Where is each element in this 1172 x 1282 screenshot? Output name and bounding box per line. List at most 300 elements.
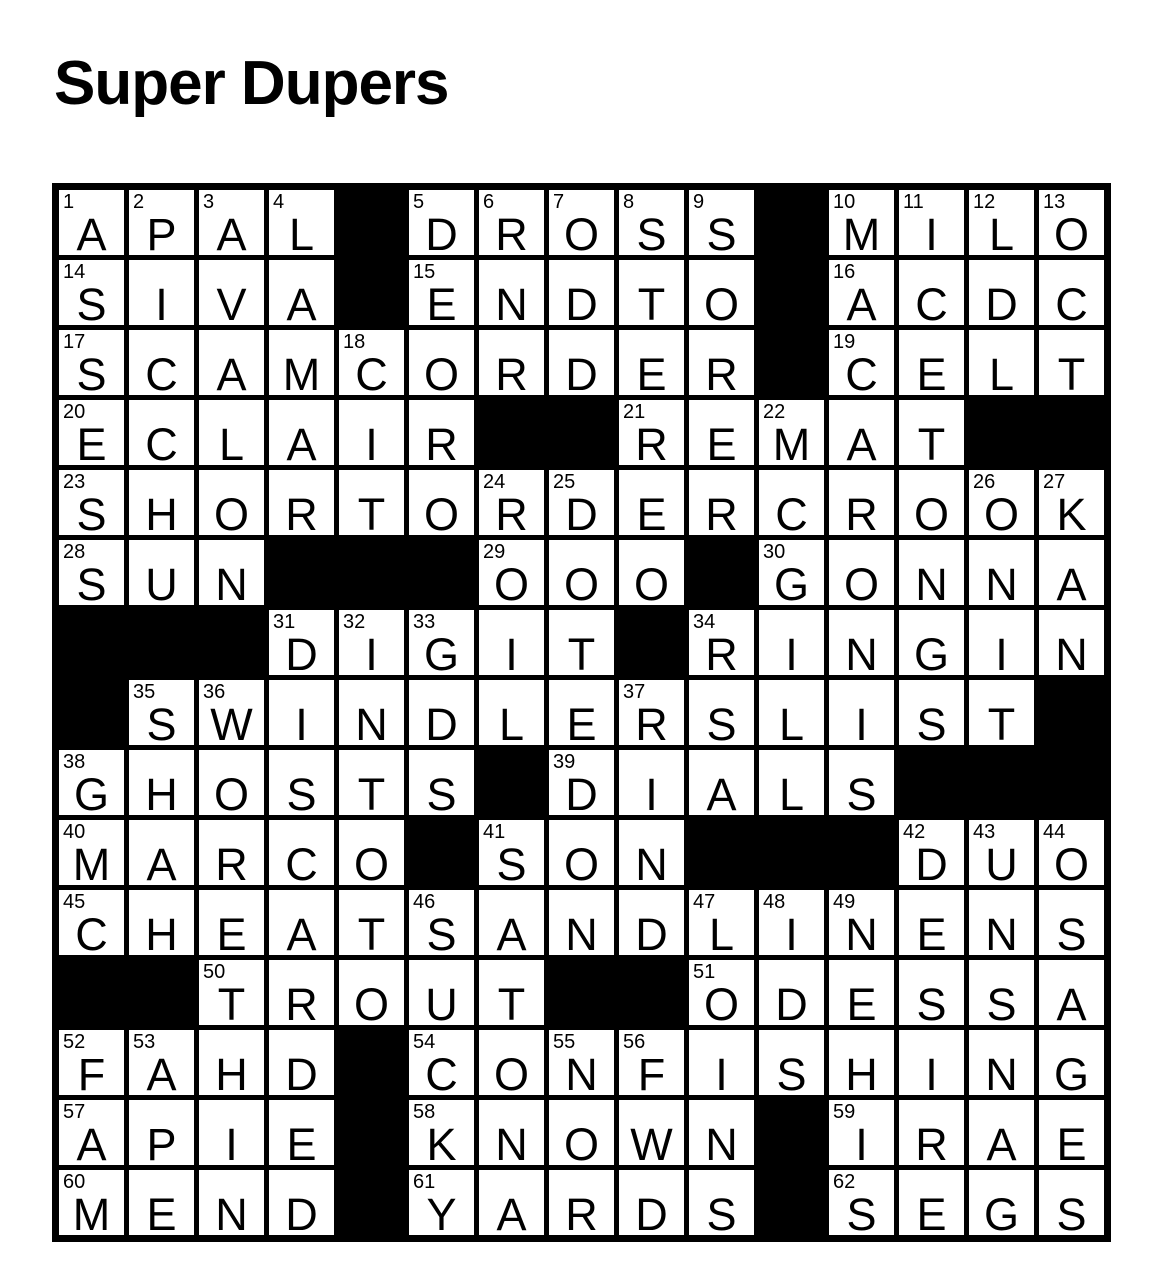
cell-letter: I — [785, 909, 798, 960]
grid-cell[interactable] — [619, 750, 684, 820]
grid-cell[interactable] — [1039, 540, 1104, 610]
cell-letter: E — [216, 909, 247, 960]
cell-letter: S — [916, 699, 947, 750]
grid-cell[interactable] — [829, 750, 894, 820]
cell-number: 15 — [413, 261, 436, 283]
grid-cell[interactable] — [969, 540, 1034, 610]
grid-cell[interactable] — [129, 330, 194, 400]
cell-letter: S — [706, 699, 737, 750]
black-cell — [969, 750, 1034, 815]
grid-cell[interactable] — [549, 1030, 614, 1100]
cell-letter: S — [916, 979, 947, 1030]
grid-cell[interactable] — [759, 400, 824, 470]
grid-cell[interactable] — [549, 260, 614, 330]
grid-cell[interactable] — [269, 890, 334, 960]
cell-letter: R — [565, 1189, 598, 1240]
grid-cell[interactable] — [479, 190, 544, 260]
cell-letter: R — [285, 489, 318, 540]
black-cell — [409, 540, 474, 605]
cell-letter: C — [145, 349, 178, 400]
grid-cell[interactable] — [619, 260, 684, 330]
cell-number: 18 — [343, 331, 366, 353]
cell-letter: G — [913, 629, 949, 680]
cell-letter: S — [986, 979, 1017, 1030]
black-cell — [339, 1030, 404, 1095]
cell-number: 24 — [483, 471, 506, 493]
grid-cell[interactable] — [199, 750, 264, 820]
grid-cell[interactable] — [969, 820, 1034, 890]
grid-cell[interactable] — [59, 330, 124, 400]
cell-letter: I — [855, 1119, 868, 1170]
grid-cell[interactable] — [899, 890, 964, 960]
grid-cell[interactable] — [409, 190, 474, 260]
grid-cell[interactable] — [269, 330, 334, 400]
grid-cell[interactable] — [549, 190, 614, 260]
cell-letter: N — [565, 1049, 598, 1100]
grid-cell[interactable] — [269, 260, 334, 330]
grid-cell[interactable] — [689, 1100, 754, 1170]
cell-letter: E — [426, 279, 457, 330]
grid-cell[interactable] — [339, 610, 404, 680]
black-cell — [339, 540, 404, 605]
grid-cell[interactable] — [689, 1170, 754, 1240]
grid-cell[interactable] — [829, 1100, 894, 1170]
cell-letter: O — [493, 1049, 529, 1100]
cell-letter: I — [715, 1049, 728, 1100]
cell-letter: W — [210, 699, 253, 750]
grid-cell[interactable] — [409, 960, 474, 1030]
grid-cell[interactable] — [829, 1170, 894, 1240]
grid-cell[interactable] — [269, 470, 334, 540]
grid-cell[interactable] — [759, 540, 824, 610]
cell-letter: S — [706, 209, 737, 260]
grid-cell[interactable] — [409, 890, 474, 960]
grid-cell[interactable] — [829, 470, 894, 540]
cell-letter: M — [772, 419, 811, 470]
grid-cell[interactable] — [759, 960, 824, 1030]
cell-letter: S — [146, 699, 177, 750]
cell-letter: M — [282, 349, 321, 400]
grid-cell[interactable] — [899, 470, 964, 540]
grid-cell[interactable] — [269, 190, 334, 260]
grid-cell[interactable] — [199, 260, 264, 330]
cell-letter: L — [778, 769, 805, 820]
cell-letter: R — [635, 699, 668, 750]
grid-cell[interactable] — [969, 330, 1034, 400]
cell-number: 31 — [273, 611, 296, 633]
grid-cell[interactable] — [619, 470, 684, 540]
grid-cell[interactable] — [59, 890, 124, 960]
grid-cell[interactable] — [759, 610, 824, 680]
grid-cell[interactable] — [199, 330, 264, 400]
grid-cell[interactable] — [549, 680, 614, 750]
grid-cell[interactable] — [759, 890, 824, 960]
cell-letter: P — [146, 1119, 177, 1170]
grid-cell[interactable] — [689, 610, 754, 680]
black-cell — [549, 400, 614, 465]
cell-letter: O — [563, 559, 599, 610]
cell-letter: H — [845, 1049, 878, 1100]
grid-cell[interactable] — [899, 260, 964, 330]
grid-cell[interactable] — [199, 470, 264, 540]
cell-number: 55 — [553, 1031, 576, 1053]
cell-letter: S — [776, 1049, 807, 1100]
black-cell — [479, 750, 544, 815]
grid-cell[interactable] — [59, 750, 124, 820]
grid-cell[interactable] — [479, 470, 544, 540]
grid-cell[interactable] — [759, 1030, 824, 1100]
black-cell — [619, 960, 684, 1025]
grid-cell[interactable] — [1039, 820, 1104, 890]
grid-cell[interactable] — [479, 1100, 544, 1170]
cell-letter: E — [916, 349, 947, 400]
grid-cell[interactable] — [549, 610, 614, 680]
cell-number: 9 — [693, 191, 705, 213]
grid-cell[interactable] — [619, 190, 684, 260]
grid-cell[interactable] — [479, 260, 544, 330]
black-cell — [339, 1100, 404, 1165]
black-cell — [969, 400, 1034, 465]
grid-cell[interactable] — [829, 330, 894, 400]
grid-cell[interactable] — [689, 470, 754, 540]
grid-cell[interactable] — [409, 1100, 474, 1170]
grid-cell[interactable] — [619, 820, 684, 890]
grid-cell[interactable] — [269, 610, 334, 680]
cell-letter: A — [496, 909, 527, 960]
grid-cell[interactable] — [689, 1030, 754, 1100]
grid-cell[interactable] — [549, 540, 614, 610]
grid-cell[interactable] — [129, 820, 194, 890]
cell-letter: S — [76, 279, 107, 330]
cell-number: 57 — [63, 1101, 86, 1123]
cell-number: 33 — [413, 611, 436, 633]
cell-letter: I — [645, 769, 658, 820]
grid-cell[interactable] — [549, 330, 614, 400]
grid-cell[interactable] — [549, 1170, 614, 1240]
page-title: Super Dupers — [54, 48, 449, 118]
grid-cell[interactable] — [269, 1030, 334, 1100]
grid-cell[interactable] — [689, 890, 754, 960]
grid-cell[interactable] — [1039, 610, 1104, 680]
cell-letter: I — [925, 1049, 938, 1100]
grid-cell[interactable] — [549, 470, 614, 540]
grid-cell[interactable] — [339, 330, 404, 400]
grid-cell[interactable] — [969, 680, 1034, 750]
grid-cell[interactable] — [829, 610, 894, 680]
grid-cell[interactable] — [59, 1030, 124, 1100]
grid-cell[interactable] — [899, 330, 964, 400]
grid-cell[interactable] — [479, 960, 544, 1030]
cell-letter: C — [915, 279, 948, 330]
grid-cell[interactable] — [409, 1030, 474, 1100]
grid-cell[interactable] — [129, 400, 194, 470]
black-cell — [479, 400, 544, 465]
grid-cell[interactable] — [759, 750, 824, 820]
grid-cell[interactable] — [129, 190, 194, 260]
cell-letter: O — [423, 349, 459, 400]
cell-letter: C — [285, 839, 318, 890]
grid-cell[interactable] — [339, 400, 404, 470]
grid-cell[interactable] — [689, 680, 754, 750]
cell-letter: N — [985, 559, 1018, 610]
grid-cell[interactable] — [479, 1030, 544, 1100]
cell-letter: C — [1055, 279, 1088, 330]
grid-cell[interactable] — [479, 540, 544, 610]
black-cell — [339, 260, 404, 325]
grid-cell[interactable] — [59, 540, 124, 610]
black-cell — [1039, 680, 1104, 745]
grid-cell[interactable] — [129, 470, 194, 540]
grid-cell[interactable] — [899, 1030, 964, 1100]
grid-cell[interactable] — [619, 1100, 684, 1170]
grid-cell[interactable] — [479, 680, 544, 750]
grid-cell[interactable] — [129, 540, 194, 610]
grid-cell[interactable] — [59, 1100, 124, 1170]
cell-number: 45 — [63, 891, 86, 913]
grid-cell[interactable] — [479, 1170, 544, 1240]
grid-cell[interactable] — [269, 750, 334, 820]
grid-cell[interactable] — [269, 680, 334, 750]
grid-cell[interactable] — [549, 750, 614, 820]
cell-number: 25 — [553, 471, 576, 493]
grid-cell[interactable] — [199, 1170, 264, 1240]
grid-cell[interactable] — [969, 960, 1034, 1030]
grid-cell[interactable] — [619, 400, 684, 470]
grid-cell[interactable] — [409, 1170, 474, 1240]
grid-cell[interactable] — [409, 750, 474, 820]
cell-letter: H — [215, 1049, 248, 1100]
cell-letter: A — [286, 419, 317, 470]
cell-number: 26 — [973, 471, 996, 493]
grid-cell[interactable] — [339, 680, 404, 750]
black-cell — [759, 190, 824, 255]
cell-number: 36 — [203, 681, 226, 703]
grid-cell[interactable] — [409, 400, 474, 470]
grid-cell[interactable] — [829, 960, 894, 1030]
grid-cell[interactable] — [899, 680, 964, 750]
grid-cell[interactable] — [339, 750, 404, 820]
grid-cell[interactable] — [549, 890, 614, 960]
grid-cell[interactable] — [59, 470, 124, 540]
cell-number: 21 — [623, 401, 646, 423]
grid-cell[interactable] — [969, 1030, 1034, 1100]
grid-cell[interactable] — [479, 610, 544, 680]
grid-cell[interactable] — [899, 1170, 964, 1240]
grid-cell[interactable] — [899, 610, 964, 680]
cell-letter: R — [425, 419, 458, 470]
grid-cell[interactable] — [759, 680, 824, 750]
grid-cell[interactable] — [969, 610, 1034, 680]
cell-number: 42 — [903, 821, 926, 843]
grid-cell[interactable] — [829, 260, 894, 330]
black-cell — [59, 610, 124, 675]
cell-letter: M — [72, 839, 111, 890]
cell-letter: A — [706, 769, 737, 820]
cell-letter: L — [218, 419, 245, 470]
grid-cell[interactable] — [619, 330, 684, 400]
grid-cell[interactable] — [269, 820, 334, 890]
grid-cell[interactable] — [409, 260, 474, 330]
cell-number: 59 — [833, 1101, 856, 1123]
grid-cell[interactable] — [129, 1100, 194, 1170]
cell-number: 32 — [343, 611, 366, 633]
grid-cell[interactable] — [899, 1100, 964, 1170]
cell-letter: A — [216, 209, 247, 260]
grid-cell[interactable] — [199, 1030, 264, 1100]
grid-cell[interactable] — [479, 820, 544, 890]
grid-cell[interactable] — [479, 330, 544, 400]
cell-number: 30 — [763, 541, 786, 563]
grid-cell[interactable] — [619, 1030, 684, 1100]
grid-cell[interactable] — [59, 260, 124, 330]
cell-letter: E — [146, 1189, 177, 1240]
grid-cell[interactable] — [969, 260, 1034, 330]
grid-cell[interactable] — [689, 260, 754, 330]
grid-cell[interactable] — [829, 890, 894, 960]
black-cell — [59, 960, 124, 1025]
grid-cell[interactable] — [1039, 1100, 1104, 1170]
grid-cell[interactable] — [969, 890, 1034, 960]
grid-cell[interactable] — [619, 680, 684, 750]
grid-cell[interactable] — [269, 400, 334, 470]
grid-cell[interactable] — [969, 190, 1034, 260]
grid-cell[interactable] — [269, 960, 334, 1030]
grid-cell[interactable] — [969, 470, 1034, 540]
cell-number: 34 — [693, 611, 716, 633]
grid-cell[interactable] — [199, 820, 264, 890]
cell-letter: R — [845, 489, 878, 540]
grid-cell[interactable] — [199, 1100, 264, 1170]
cell-number: 52 — [63, 1031, 86, 1053]
cell-letter: A — [286, 279, 317, 330]
grid-cell[interactable] — [339, 470, 404, 540]
cell-letter: D — [565, 349, 598, 400]
grid-cell[interactable] — [899, 400, 964, 470]
cell-letter: D — [635, 1189, 668, 1240]
grid-cell[interactable] — [129, 890, 194, 960]
cell-letter: G — [983, 1189, 1019, 1240]
grid-cell[interactable] — [1039, 470, 1104, 540]
grid-cell[interactable] — [899, 190, 964, 260]
cell-letter: E — [286, 1119, 317, 1170]
cell-letter: D — [775, 979, 808, 1030]
grid-cell[interactable] — [689, 190, 754, 260]
grid-cell[interactable] — [199, 190, 264, 260]
grid-cell[interactable] — [549, 820, 614, 890]
grid-cell[interactable] — [689, 750, 754, 820]
cell-letter: N — [915, 559, 948, 610]
grid-cell[interactable] — [829, 400, 894, 470]
grid-cell[interactable] — [899, 960, 964, 1030]
grid-cell[interactable] — [199, 540, 264, 610]
grid-cell[interactable] — [129, 1030, 194, 1100]
grid-cell[interactable] — [689, 400, 754, 470]
cell-letter: D — [425, 699, 458, 750]
grid-cell[interactable] — [129, 1170, 194, 1240]
cell-letter: S — [426, 769, 457, 820]
grid-cell[interactable] — [199, 890, 264, 960]
grid-cell[interactable] — [269, 1170, 334, 1240]
grid-cell[interactable] — [619, 540, 684, 610]
cell-letter: O — [353, 839, 389, 890]
grid-cell[interactable] — [129, 750, 194, 820]
grid-cell[interactable] — [969, 1100, 1034, 1170]
grid-cell[interactable] — [59, 190, 124, 260]
cell-letter: T — [987, 699, 1016, 750]
grid-cell[interactable] — [479, 890, 544, 960]
grid-cell[interactable] — [549, 1100, 614, 1170]
cell-letter: G — [423, 629, 459, 680]
cell-letter: H — [145, 489, 178, 540]
cell-letter: S — [706, 1189, 737, 1240]
grid-cell[interactable] — [409, 330, 474, 400]
grid-cell[interactable] — [339, 890, 404, 960]
grid-cell[interactable] — [409, 470, 474, 540]
grid-cell[interactable] — [1039, 260, 1104, 330]
grid-cell[interactable] — [199, 680, 264, 750]
grid-cell[interactable] — [619, 1170, 684, 1240]
grid-cell[interactable] — [829, 1030, 894, 1100]
cell-letter: S — [1056, 1189, 1087, 1240]
grid-cell[interactable] — [59, 400, 124, 470]
cell-letter: T — [217, 979, 246, 1030]
grid-cell[interactable] — [129, 260, 194, 330]
cell-number: 20 — [63, 401, 86, 423]
grid-cell[interactable] — [899, 820, 964, 890]
cell-letter: R — [495, 209, 528, 260]
cell-letter: N — [215, 559, 248, 610]
grid-cell[interactable] — [409, 610, 474, 680]
grid-cell[interactable] — [339, 820, 404, 890]
cell-letter: A — [146, 839, 177, 890]
cell-number: 58 — [413, 1101, 436, 1123]
cell-letter: D — [635, 909, 668, 960]
cell-letter: K — [426, 1119, 457, 1170]
grid-cell[interactable] — [1039, 1030, 1104, 1100]
grid-cell[interactable] — [339, 960, 404, 1030]
cell-letter: A — [76, 209, 107, 260]
black-cell — [759, 260, 824, 325]
grid-cell[interactable] — [59, 1170, 124, 1240]
grid-cell[interactable] — [829, 680, 894, 750]
grid-cell[interactable] — [969, 1170, 1034, 1240]
cell-letter: N — [845, 909, 878, 960]
grid-cell[interactable] — [1039, 1170, 1104, 1240]
black-cell — [689, 820, 754, 885]
grid-cell[interactable] — [689, 960, 754, 1030]
grid-cell[interactable] — [689, 330, 754, 400]
grid-cell[interactable] — [129, 680, 194, 750]
grid-cell[interactable] — [1039, 190, 1104, 260]
cell-number: 43 — [973, 821, 996, 843]
grid-cell[interactable] — [199, 960, 264, 1030]
grid-cell[interactable] — [269, 1100, 334, 1170]
grid-cell[interactable] — [1039, 890, 1104, 960]
grid-cell[interactable] — [759, 470, 824, 540]
grid-cell[interactable] — [409, 680, 474, 750]
grid-cell[interactable] — [899, 540, 964, 610]
grid-cell[interactable] — [829, 540, 894, 610]
cell-letter: D — [915, 839, 948, 890]
cell-letter: T — [917, 419, 946, 470]
grid-cell[interactable] — [1039, 330, 1104, 400]
grid-cell[interactable] — [829, 190, 894, 260]
grid-cell[interactable] — [59, 820, 124, 890]
grid-cell[interactable] — [199, 400, 264, 470]
grid-cell[interactable] — [1039, 960, 1104, 1030]
grid-cell[interactable] — [619, 890, 684, 960]
cell-letter: L — [498, 699, 525, 750]
